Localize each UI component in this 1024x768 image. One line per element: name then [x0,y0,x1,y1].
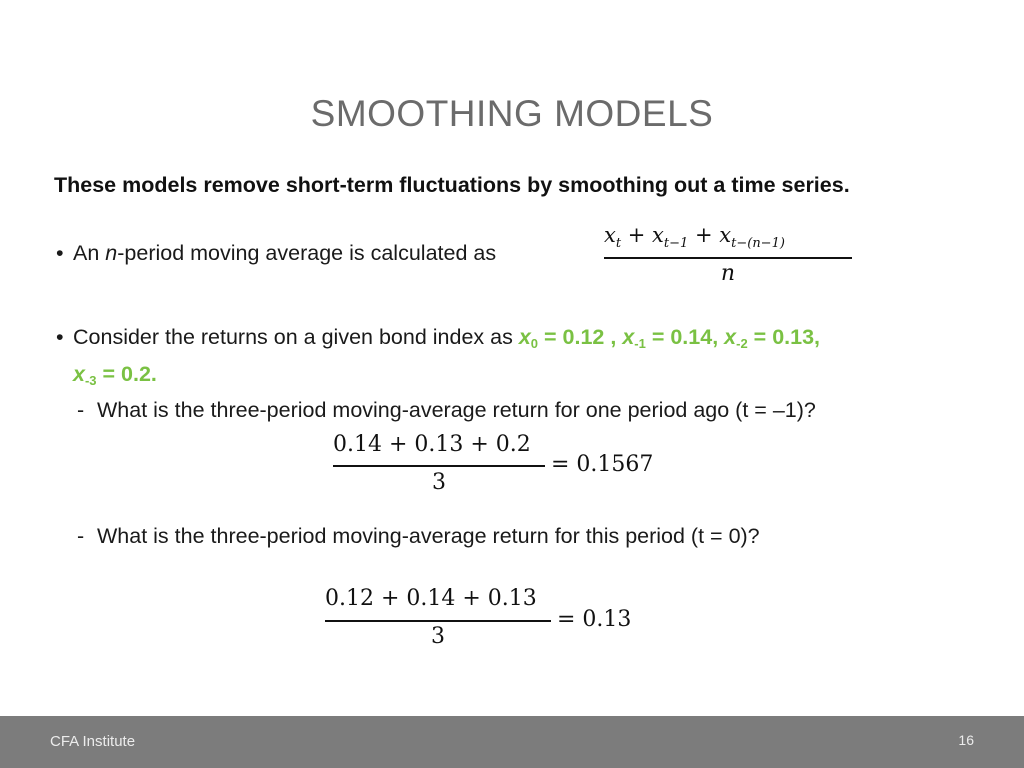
bullet1-suffix: -period moving average is calculated as [117,241,497,265]
formula-one-period-ago [333,432,673,502]
formula2-fraction-bar [333,465,545,467]
moving-average-formula [604,223,854,293]
question-this-period [77,521,760,551]
x2-value: $x_{-2} = 0.13$, [724,325,821,351]
formula3-fraction-bar [325,620,551,622]
formula1-numerator: $x_t + x_{t-1} + x_{t-(n-1)}$ [604,223,785,251]
slide-title: SMOOTHING MODELS [310,93,714,134]
x0-value: $x_0 = 0.12$ , [518,325,617,351]
footer-org-name: CFA Institute [50,733,136,750]
bullet-moving-average [56,238,497,268]
bullet2-text: Consider the returns on a given bond index as [73,325,513,349]
question1-text: What is the three-period moving-average return for one period ago (t = –1)? [97,398,816,422]
formula1-fraction-bar [604,257,852,259]
formula3-denominator: 3 [431,624,445,649]
formula3-numerator: 0.12 + 0.14 + 0.13 [325,586,537,611]
question2-text: What is the three-period moving-average return for this period (t = 0)? [97,524,760,548]
formula2-result: = 0.1567 [551,452,654,477]
formula1-denominator: n [720,261,736,286]
footer-bar [0,716,1024,768]
formula2-denominator: 3 [432,470,446,495]
page-number: 16 [958,732,974,748]
question-one-period-ago [77,395,816,425]
intro-text: These models remove short-term fluctuations by smoothing out a time series. [54,173,850,197]
bullet1-var: n [105,241,118,265]
formula2-numerator: 0.14 + 0.13 + 0.2 [333,432,531,457]
dash-mark: - [77,524,85,548]
formula-this-period [325,586,665,656]
bullet1-prefix: An [73,241,106,265]
bullet-mark: • [56,325,64,349]
x1-value: $x_{-1} = 0.14$, [622,325,719,351]
dash-mark: - [77,398,85,422]
x3-value: $x_{-3} = 0.2$. [73,362,157,388]
bullet-bond-returns [56,322,993,396]
formula3-result: = 0.13 [557,607,632,632]
bullet-mark: • [56,241,64,265]
